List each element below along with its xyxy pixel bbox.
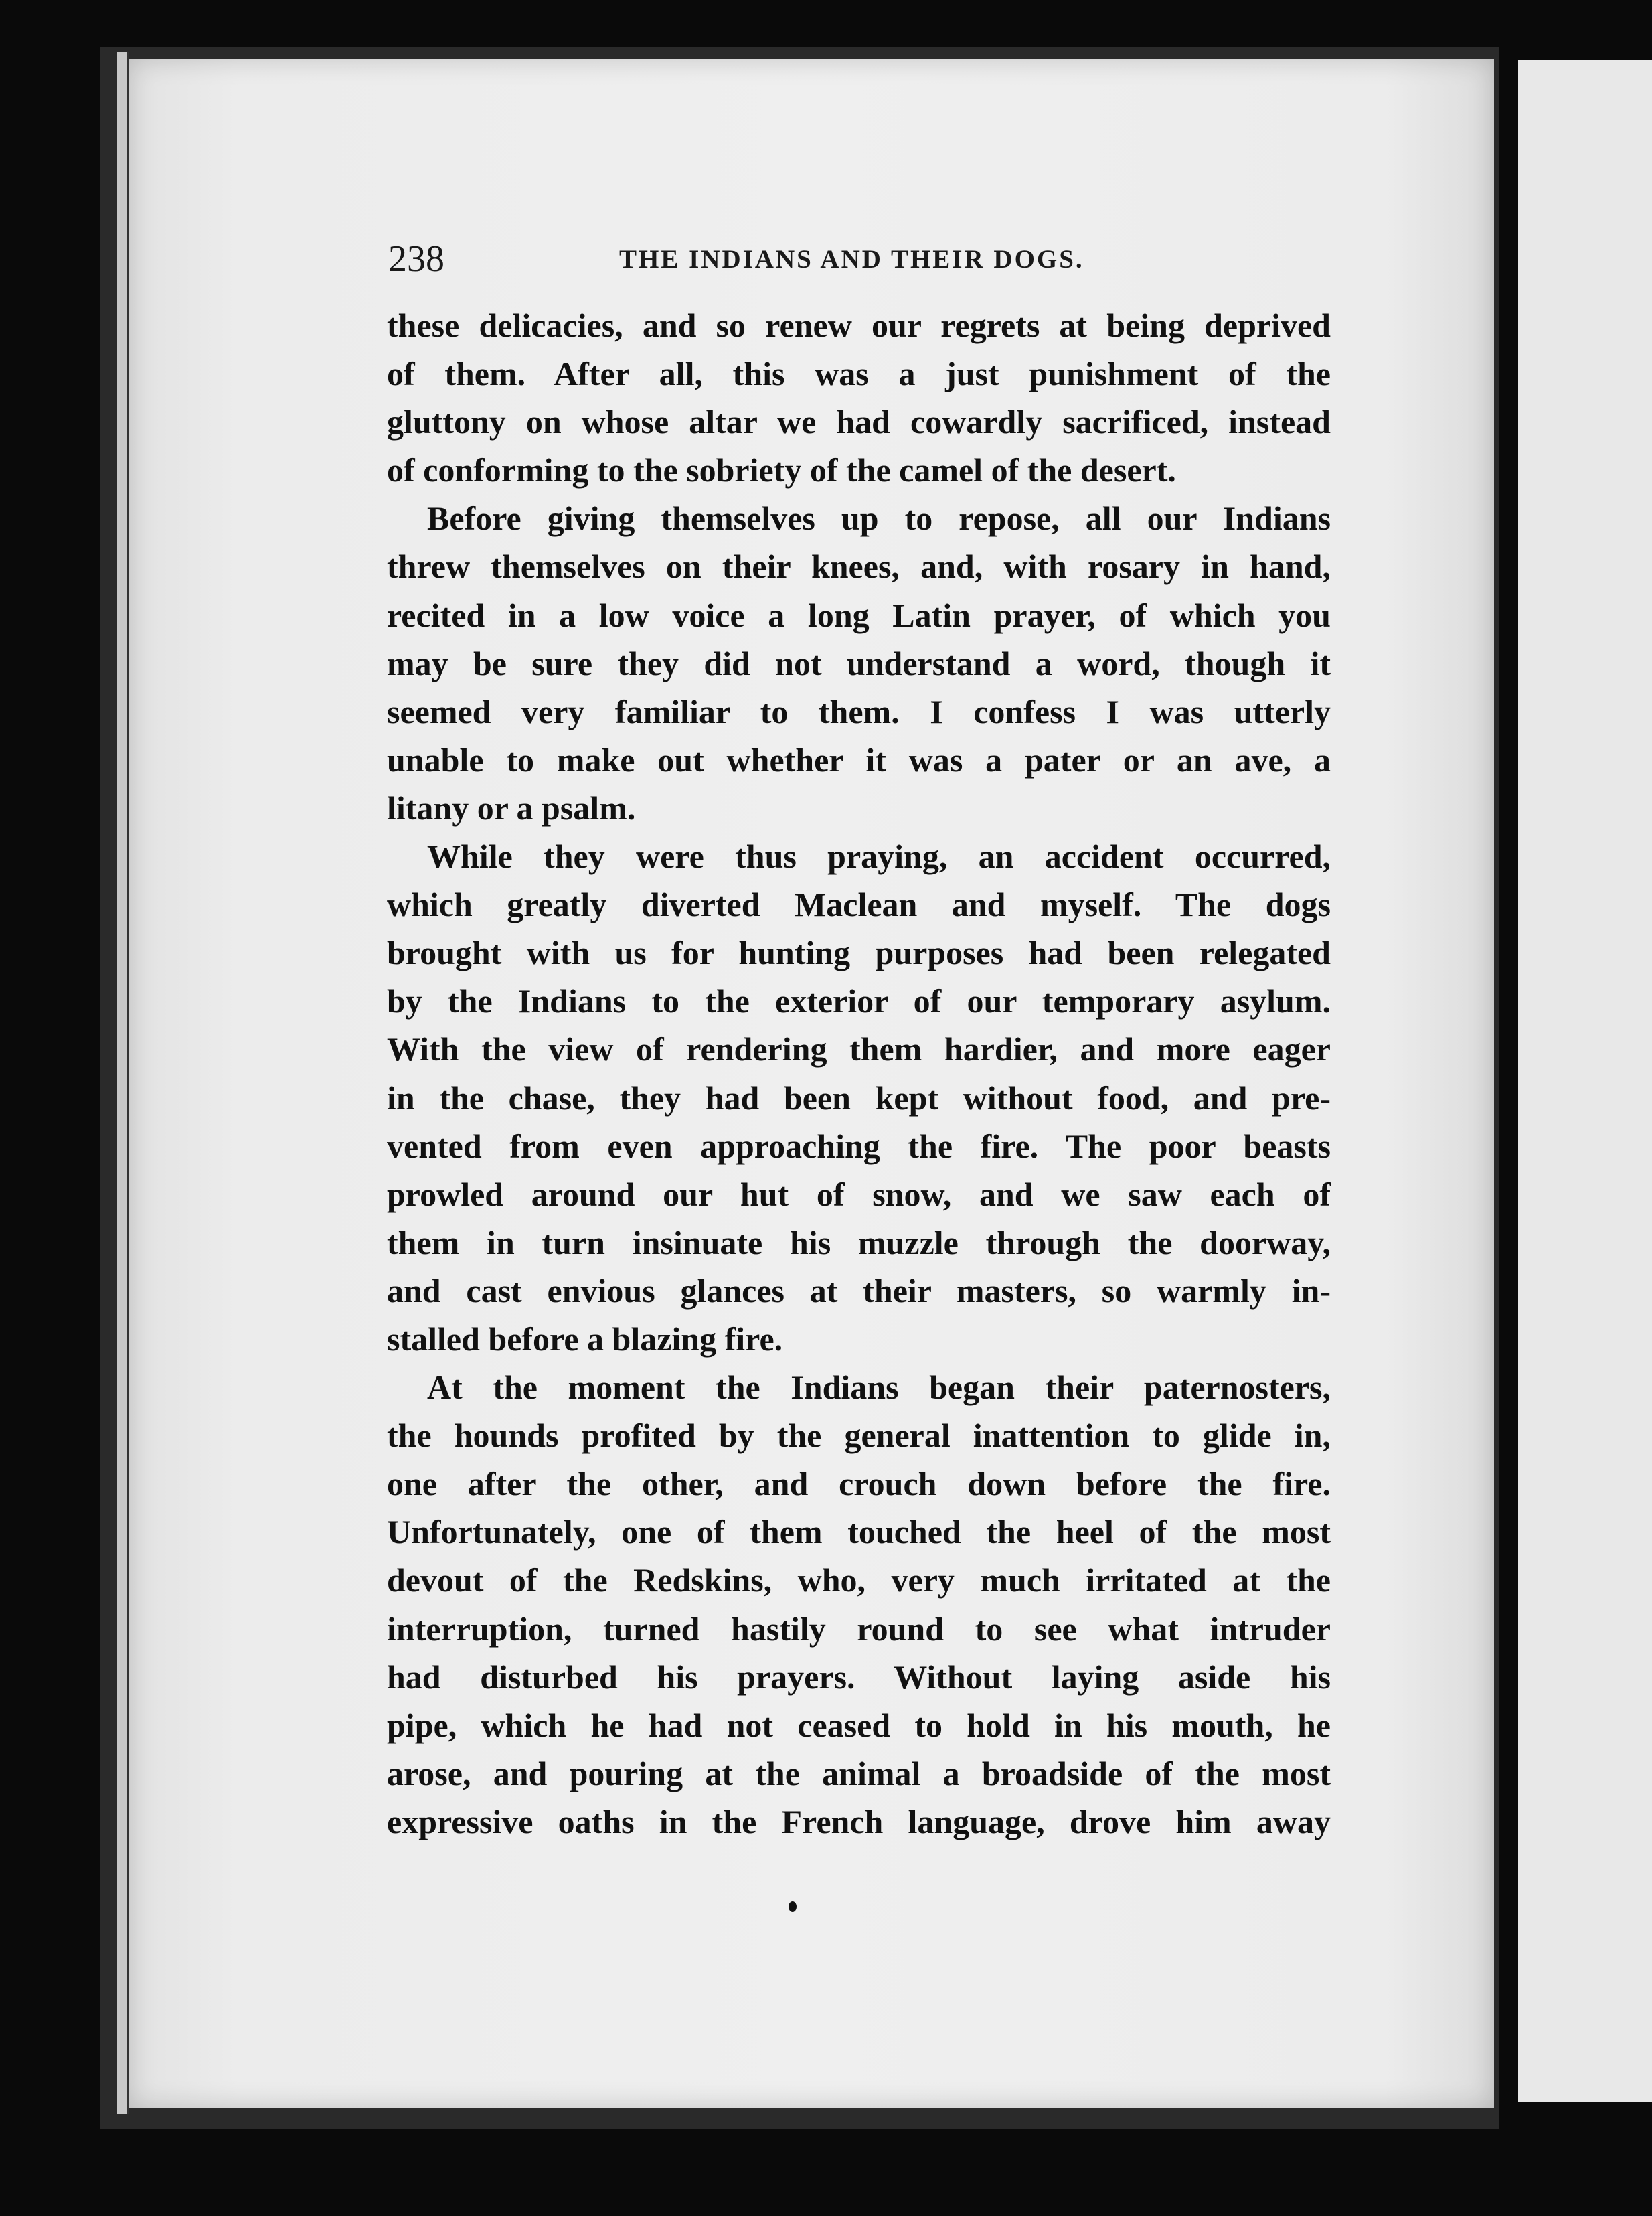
text-line: prowled around our hut of snow, and we saw each of	[387, 1175, 1331, 1213]
text-line: pipe, which he had not ceased to hold in his mouth, he	[387, 1706, 1331, 1744]
text-line: of conforming to the sobriety of the camel of the desert.	[387, 451, 1176, 489]
body-text	[387, 301, 1331, 1846]
text-line: had disturbed his prayers. Without laying aside his	[387, 1658, 1331, 1696]
page-number: 238	[388, 238, 444, 280]
text-line: unable to make out whether it was a pater or an ave, a	[387, 740, 1331, 779]
ink-speck	[789, 1901, 797, 1912]
text-line: vented from even approaching the fire. The poor beasts	[387, 1127, 1331, 1165]
text-line: brought with us for hunting purposes had been relegated	[387, 934, 1331, 972]
text-line: recited in a low voice a long Latin prayer, of which you	[387, 596, 1331, 634]
text-line: gluttony on whose altar we had cowardly sacrificed, instead	[387, 403, 1331, 441]
text-line: may be sure they did not understand a word, though it	[387, 644, 1331, 682]
text-line: expressive oaths in the French language, drove him away	[387, 1802, 1331, 1840]
adjacent-page-edge	[1518, 60, 1652, 2102]
running-head: THE INDIANS AND THEIR DOGS.	[619, 245, 1084, 274]
text-line: At the moment the Indians began their paternosters,	[427, 1368, 1331, 1407]
text-line: by the Indians to the exterior of our temporary asylum.	[387, 982, 1331, 1020]
page-header	[388, 238, 1339, 285]
text-line: Before giving themselves up to repose, all our Indians	[427, 499, 1331, 538]
text-line: Unfortunately, one of them touched the heel of the most	[387, 1513, 1331, 1551]
text-line: While they were thus praying, an accident occurred,	[427, 838, 1331, 876]
text-line: which greatly diverted Maclean and myself. The dogs	[387, 886, 1331, 924]
text-line: arose, and pouring at the animal a broadside of the most	[387, 1754, 1331, 1792]
text-line: devout of the Redskins, who, very much irritated at the	[387, 1561, 1331, 1599]
text-line: With the view of rendering them hardier, and more eager	[387, 1030, 1331, 1069]
text-line: threw themselves on their knees, and, with rosary in hand,	[387, 548, 1331, 586]
text-line: litany or a psalm.	[387, 789, 636, 827]
text-line: in the chase, they had been kept without food, and pre-	[387, 1079, 1331, 1117]
text-line: of them. After all, this was a just punishment of the	[387, 355, 1331, 393]
text-line: them in turn insinuate his muzzle through the doorway,	[387, 1223, 1331, 1261]
text-line: the hounds profited by the general inattention to glide in,	[387, 1417, 1331, 1455]
text-line: seemed very familiar to them. I confess I was utterly	[387, 692, 1331, 730]
text-line: one after the other, and crouch down before the fire.	[387, 1465, 1331, 1503]
text-line: interruption, turned hastily round to see what intruder	[387, 1609, 1331, 1648]
text-line: and cast envious glances at their masters, so warmly in-	[387, 1271, 1331, 1310]
page-binding-edge	[117, 52, 129, 2114]
text-line: these delicacies, and so renew our regrets at being deprived	[387, 307, 1331, 344]
text-line: stalled before a blazing fire.	[387, 1320, 783, 1358]
